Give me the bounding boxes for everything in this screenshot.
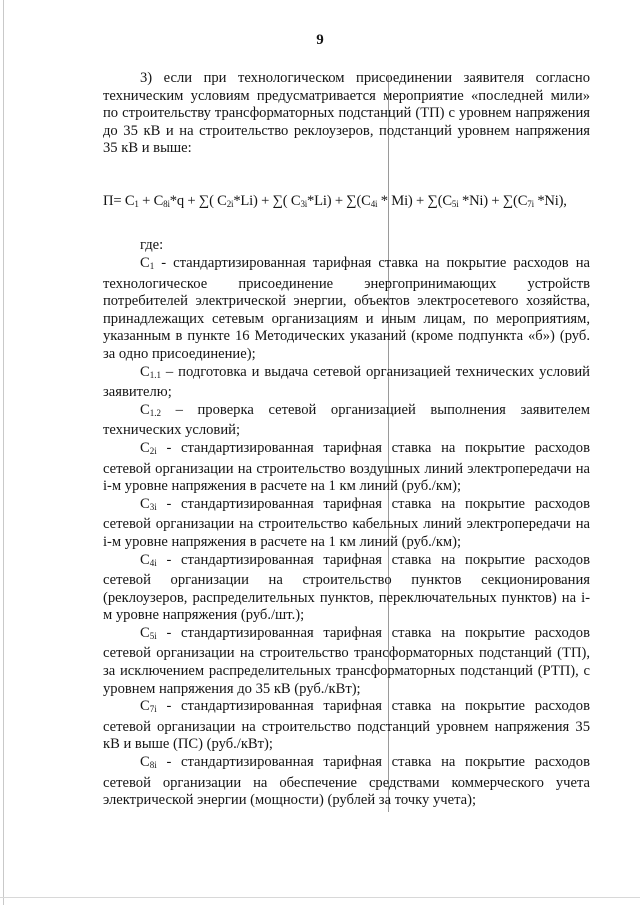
- definition-text: - стандартизированная тарифная ставка на покрытие расходов сетевой организации на строительство воздушных линий электропередачи на i-м уровне напряжения в расчете на 1 км линий (руб./км);: [103, 439, 590, 495]
- definition-subscript: 3i: [149, 501, 157, 512]
- where-label: где:: [140, 237, 164, 253]
- scan-artifact-bottom: [0, 897, 640, 898]
- definition-text: – подготовка и выдача сетевой организацией технических условий заявителю;: [103, 363, 590, 401]
- scan-artifact-left-edge: [3, 0, 4, 905]
- definition-symbol: C: [140, 439, 150, 456]
- definition-item: [103, 754, 590, 810]
- definition-subscript: 7i: [149, 704, 157, 715]
- definition-item: [103, 496, 590, 552]
- definition-subscript: 2i: [149, 445, 157, 456]
- formula-part: * Mi) + ∑(C: [377, 193, 452, 209]
- formula-part: *Ni),: [533, 193, 567, 209]
- intro-paragraph-block: [103, 70, 590, 158]
- definition-item: [103, 698, 590, 754]
- definition-symbol: C: [140, 624, 150, 641]
- formula-subscript: 5i: [451, 199, 459, 209]
- definition-item: [103, 552, 590, 625]
- definition-symbol: C: [140, 495, 150, 512]
- formula-part: *q + ∑( C: [169, 193, 227, 209]
- definition-symbol: C: [140, 754, 150, 771]
- definition-symbol: C: [140, 363, 150, 380]
- definition-subscript: 1.1: [149, 369, 161, 380]
- definition-symbol: C: [140, 255, 150, 271]
- definition-subscript: 4i: [149, 557, 157, 568]
- formula-part: *Ni) + ∑(C: [458, 193, 528, 209]
- formula-subscript: 3i: [300, 199, 308, 209]
- intro-paragraph: 3) если при технологическом присоединении заявителя согласно техническим условиям предусматривается мероприятие «последней мили» по строительству трансформаторных подстанций (ТП) с уровнем напряжения до 35 кВ и на строительство реклоузеров, подстанций уровнем напряжения 35 кВ и выше:: [103, 70, 590, 157]
- formula-part: П= C: [103, 193, 135, 209]
- formula-subscript: 1: [134, 199, 139, 209]
- definition-item: [103, 255, 590, 364]
- formula-subscript: 8i: [163, 199, 170, 209]
- definition-item: [103, 364, 590, 402]
- definition-item: [103, 402, 590, 440]
- definition-text: - стандартизированная тарифная ставка на покрытие расходов на технологическое присоединение энергопринимающих устройств потребителей электрической энергии, объектов электросетевого хозяйства, принадлежащих сетевым организациям и иным лицам, по мероприятиям, указанным в пункте 16 Методических указаний (кроме подпункта «б») (руб. за одно присоединение);: [103, 255, 590, 362]
- formula: [103, 193, 593, 210]
- definition-symbol: C: [140, 401, 150, 418]
- definition-text: – проверка сетевой организацией выполнения заявителем технических условий;: [103, 401, 590, 439]
- definition-subscript: 1: [149, 261, 155, 271]
- definition-text: - стандартизированная тарифная ставка на покрытие расходов сетевой организации на строительство подстанций уровнем напряжения 35 кВ и выше (ПС) (руб./кВт);: [103, 698, 590, 753]
- definition-text: - стандартизированная тарифная ставка на покрытие расходов сетевой организации на обеспечение средствами коммерческого учета электрической энергии (мощности) (рублей за точку учета);: [103, 754, 590, 809]
- formula-subscript: 2i: [226, 199, 234, 209]
- formula-part: + C: [138, 193, 164, 209]
- definition-text: - стандартизированная тарифная ставка на покрытие расходов сетевой организации на строительство пунктов секционирования (реклоузеров, распределительных пунктов, переключательных пунктов) на i-м уровне напряжения (руб./шт.);: [103, 551, 590, 624]
- definition-item: [103, 440, 590, 496]
- definition-subscript: 8i: [149, 760, 157, 771]
- formula-part: *Li) + ∑( C: [233, 193, 301, 209]
- definition-subscript: 1.2: [149, 407, 161, 418]
- formula-subscript: 7i: [527, 199, 534, 209]
- definition-item: [103, 625, 590, 698]
- definitions-list: [103, 255, 590, 810]
- formula-subscript: 4i: [370, 199, 378, 209]
- formula-part: *Li) + ∑(C: [307, 193, 371, 209]
- definition-text: - стандартизированная тарифная ставка на покрытие расходов сетевой организации на строительство кабельных линий электропередачи на i-м уровне напряжения в расчете на 1 км линий (руб./км);: [103, 495, 590, 550]
- definition-subscript: 5i: [149, 630, 157, 641]
- page-number: 9: [316, 32, 324, 48]
- definition-symbol: C: [140, 551, 150, 568]
- definition-symbol: C: [140, 698, 150, 715]
- definition-text: - стандартизированная тарифная ставка на покрытие расходов сетевой организации на строительство трансформаторных подстанций (ТП), за исключением распределительных трансформаторных подстанций (РТП), с уровнем напряжения до 35 кВ (руб./кВт);: [103, 624, 590, 697]
